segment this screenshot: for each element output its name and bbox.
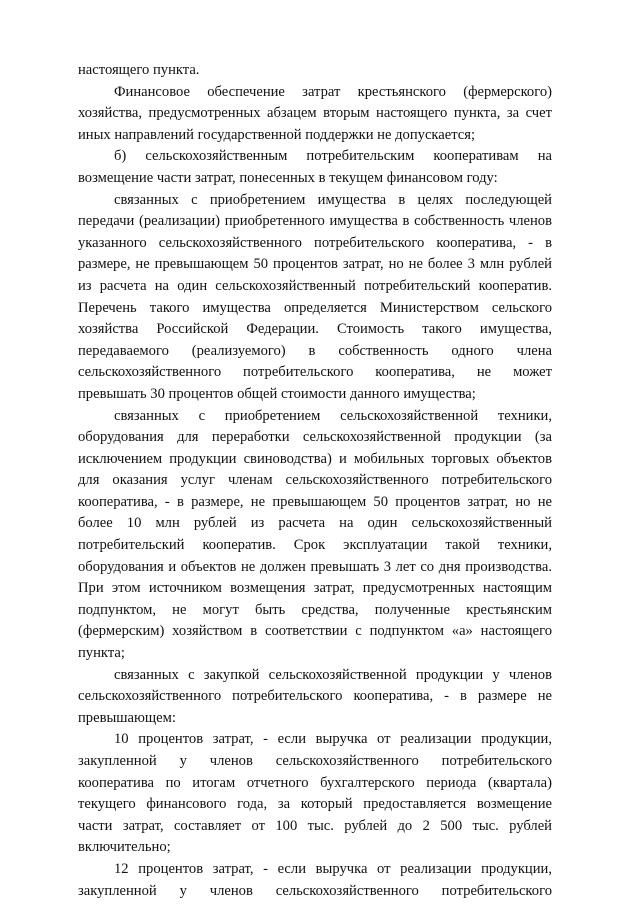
text-line: текущего финансового года, за который предоставляется возмещение — [78, 796, 552, 813]
text-line: 12 процентов затрат, - если выручка от реализации продукции, — [114, 860, 552, 877]
text-line: оборудования и объектов не должен превышать 3 лет со дня производства. — [78, 558, 552, 575]
text-line: возмещение части затрат, понесенных в текущем финансовом году: — [78, 169, 498, 186]
text-line: потребительский кооператив. Срок эксплуатации такой техники, — [78, 537, 552, 554]
text-line: настоящего пункта. — [78, 62, 200, 78]
text-line: закупленной у членов сельскохозяйственного потребительского — [78, 753, 552, 769]
text-line: превышать 30 процентов общей стоимости данного имущества; — [78, 385, 476, 402]
text-line: передаваемого (реализуемого) в собственность одного члена — [78, 342, 552, 359]
text-line: части затрат, составляет от 100 тыс. рублей до 2 500 тыс. рублей — [78, 817, 552, 834]
text-line: включительно; — [78, 839, 171, 856]
text-line: пункта; — [78, 645, 125, 662]
text-line: из расчета на один сельскохозяйственный потребительский кооператив. — [78, 277, 552, 294]
text-line: для оказания услуг членам сельскохозяйственного потребительского — [78, 472, 552, 489]
text-line: превышающем: — [78, 709, 176, 726]
text-line: При этом источником возмещения затрат, предусмотренных настоящим — [78, 580, 552, 597]
text-line: более 10 млн рублей из расчета на один сельскохозяйственный — [78, 515, 552, 532]
text-line: исключением продукции свиноводства) и мобильных торговых объектов — [78, 450, 552, 467]
text-line: иных направлений государственной поддержки не допускается; — [78, 126, 476, 143]
text-line: Финансовое обеспечение затрат крестьянского (фермерского) — [114, 83, 552, 100]
text-line: хозяйства, предусмотренных абзацем вторым настоящего пункта, за счет — [78, 105, 552, 122]
text-line: б) сельскохозяйственным потребительским кооперативам на — [114, 148, 552, 165]
text-line: кооператива, - в размере, не превышающем 50 процентов затрат, но не — [78, 493, 552, 510]
text-line: Перечень такого имущества определяется Министерством сельского — [78, 299, 552, 316]
text-line: связанных с приобретением имущества в целях последующей — [114, 191, 552, 208]
text-line: сельскохозяйственного потребительского кооператива, - в размере не — [78, 688, 552, 705]
text-line: закупленной у членов сельскохозяйственного потребительского — [78, 882, 552, 899]
text-line: хозяйства Российской Федерации. Стоимость такого имущества, — [78, 321, 552, 338]
text-line: связанных с закупкой сельскохозяйственной продукции у членов — [114, 666, 552, 683]
text-line: указанного сельскохозяйственного потребительского кооператива, - в — [78, 234, 552, 251]
text-line: 10 процентов затрат, - если выручка от реализации продукции, — [114, 731, 552, 748]
text-line: сельскохозяйственного потребительского кооператива, не может — [78, 364, 552, 381]
text-line: кооператива по итогам отчетного бухгалтерского периода (квартала) — [78, 774, 552, 791]
text-line: размере, не превышающем 50 процентов затрат, но не более 3 млн рублей — [78, 256, 552, 273]
text-line: передачи (реализации) приобретенного имущества в собственность членов — [78, 213, 552, 230]
text-line: связанных с приобретением сельскохозяйственной техники, — [114, 407, 552, 424]
text-line: подпунктом, не могут быть средства, полученные крестьянским — [78, 601, 552, 618]
text-line: оборудования для переработки сельскохозяйственной продукции (за — [78, 429, 552, 446]
text-line: (фермерским) хозяйством в соответствии с подпунктом «а» настоящего — [78, 623, 552, 640]
document-body — [78, 60, 552, 902]
